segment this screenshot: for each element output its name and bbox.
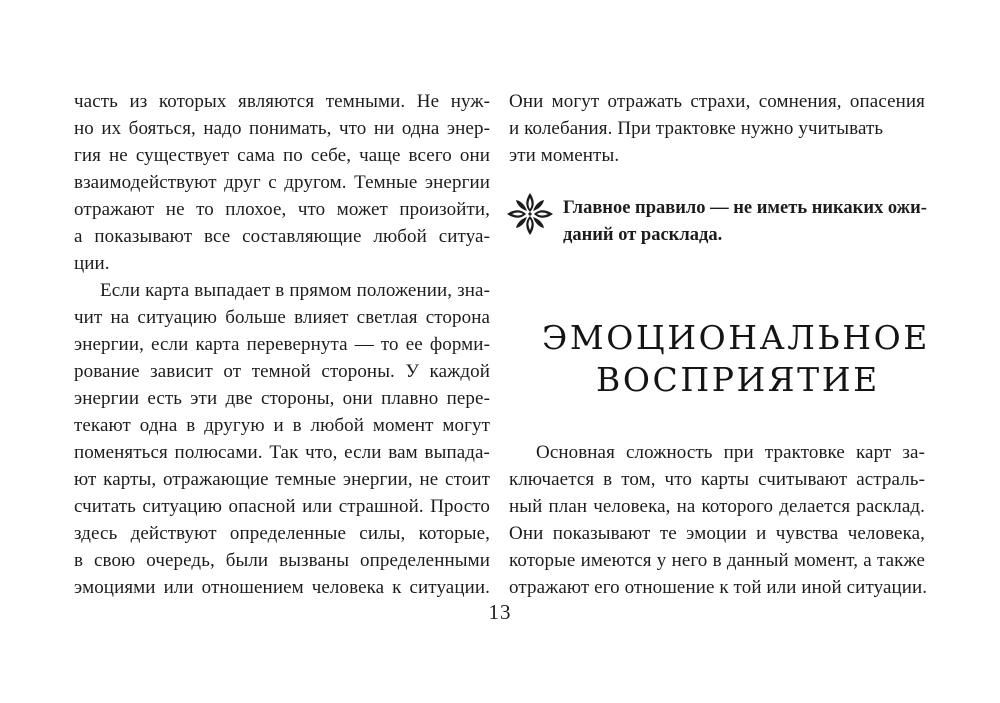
text-line: отражают не то плохое, что может произойти, bbox=[74, 199, 490, 220]
text-line: взаимодействуют друг с другом. Темные энергии bbox=[74, 172, 490, 193]
section-heading-line-1: ЭМОЦИОНАЛЬНОЕ bbox=[542, 318, 930, 357]
text-line: и колебания. При трактовке нужно учитывать bbox=[509, 118, 884, 139]
main-rule-line: Главное правило — не иметь никаких ожи- bbox=[563, 198, 927, 218]
page-number: 13 bbox=[488, 600, 512, 624]
text-line: отражают его отношение к той или иной ситуации. bbox=[509, 577, 928, 598]
text-line: Основная сложность при трактовке карт за- bbox=[536, 442, 925, 463]
text-line: считать ситуацию опасной или страшной. Просто bbox=[74, 496, 490, 517]
section-heading-line-2: ВОСПРИЯТИЕ bbox=[596, 360, 880, 399]
text-line: чит на ситуацию больше влияет светлая сторона bbox=[74, 307, 490, 328]
text-line: Если карта выпадает в прямом положении, зна- bbox=[100, 280, 490, 301]
text-line: энергии есть эти две стороны, они плавно пере- bbox=[74, 388, 490, 409]
text-line: ют карты, отражающие темные энергии, не стоит bbox=[74, 469, 490, 490]
text-line: которые имеются у него в данный момент, а также bbox=[509, 550, 925, 571]
text-line: поменяться полюсами. Так что, если вам выпада- bbox=[74, 442, 490, 463]
lotus-ornament-icon bbox=[506, 190, 554, 238]
text-line: а показывают все составляющие любой ситуа- bbox=[74, 226, 490, 247]
text-line: Они показывают те эмоции и чувства человека, bbox=[509, 523, 925, 544]
text-line: эти моменты. bbox=[509, 145, 620, 166]
text-line: гия не существует сама по себе, чаще всего они bbox=[74, 145, 490, 166]
text-line: часть из которых являются темными. Не нуж- bbox=[74, 91, 490, 112]
text-line: но их бояться, надо понимать, что ни одна энер- bbox=[74, 118, 490, 139]
text-line: ный план человека, на которого делается расклад. bbox=[509, 496, 925, 517]
main-rule-line: даний от расклада. bbox=[563, 225, 723, 245]
text-line: здесь действуют определенные силы, которые, bbox=[74, 523, 490, 544]
text-line: в свою очередь, были вызваны определенными bbox=[74, 550, 490, 571]
text-line: ции. bbox=[74, 253, 110, 274]
text-line: ключается в том, что карты считывают астраль- bbox=[509, 469, 925, 490]
text-line: эмоциями или отношением человека к ситуации. bbox=[74, 577, 490, 598]
text-line: рование зависит от темной стороны. У каждой bbox=[74, 361, 490, 382]
text-line: Они могут отражать страхи, сомнения, опасения bbox=[509, 91, 925, 112]
text-line: энергии, если карта перевернута — то ее форми- bbox=[74, 334, 490, 355]
text-line: текают одна в другую и в любой момент могут bbox=[74, 415, 490, 436]
